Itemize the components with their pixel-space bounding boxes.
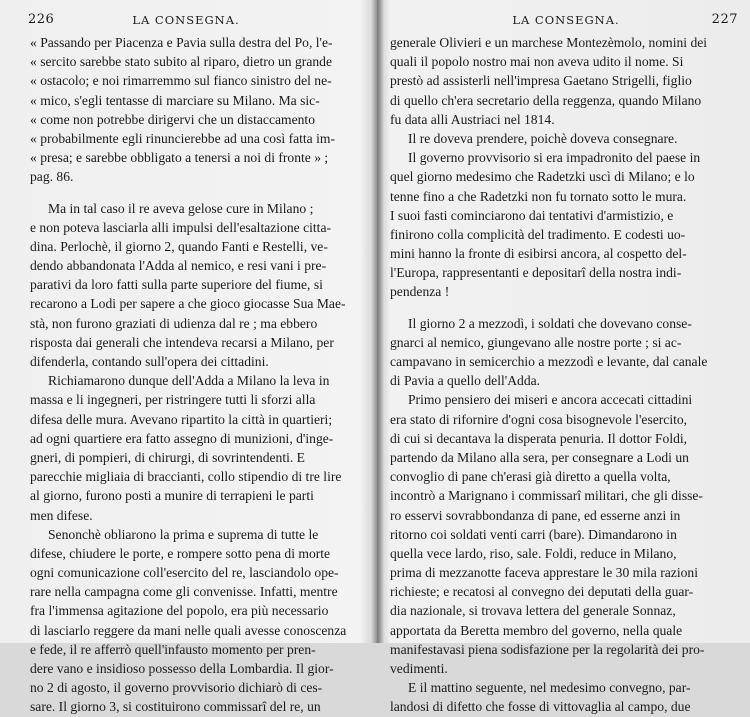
running-head: LA CONSEGNA.: [512, 13, 620, 27]
text-line: e fede, il re afferrò quell'infausto momento per pren-: [30, 641, 316, 657]
text-line: pag. 86.: [30, 169, 74, 185]
text-line: ritorno coi soldati venti carri (bare). Dimandarono in: [390, 526, 677, 542]
text-line: difenderla, contando sull'opera dei cittadini.: [30, 354, 269, 369]
text-line: di cui si decantava la disperata penuria. Il dottor Foldi,: [390, 430, 688, 446]
text-line: tenne fino a che Radetzki non fu tornato sotto le mura.: [390, 188, 687, 204]
paragraph: [30, 33, 352, 187]
text-line: « presa; e sarebbe obbligato a tenersi a noi di fronte » ;: [30, 150, 329, 166]
text-line: gnarci al nemico, giungevano alle nostre porte ; si ac-: [390, 334, 682, 350]
text-line: sare. Il giorno 3, si costituirono commissarî del re, un: [30, 699, 321, 715]
right-page-text: [390, 33, 740, 717]
paragraph: [390, 33, 740, 129]
text-line: recarono a Lodi per sapere a che gioco giocasse Sua Mae-: [30, 296, 346, 312]
text-line: era stato di rifornire d'ogni cosa bisognevole l'esercito,: [390, 411, 688, 427]
text-line: pendenza !: [390, 284, 450, 300]
text-line: rare nella campagna come gli convenisse. Infatti, mentre: [30, 584, 338, 600]
text-line: Primo pensiero dei miseri e ancora accecati cittadini: [408, 392, 693, 408]
paragraph: [30, 371, 352, 525]
text-line: « probabilmente egli rinuncierebbe ad una così fatta im-: [30, 130, 335, 146]
text-line: incontrò a Marignano i commissarî militari, che gli disse-: [390, 488, 703, 504]
text-line: manifestavasi piena sodisfazione per la regolarità dei pro-: [390, 641, 705, 657]
running-head: LA CONSEGNA.: [132, 13, 240, 27]
text-line: risposta dai generali che intendeva recarsi a Milano, per: [30, 334, 334, 350]
text-line: quella vece lardo, riso, sale. Foldi, reduce in Milano,: [390, 545, 677, 561]
text-line: richieste; e recatosi al convegno dei deputati della guar-: [390, 584, 694, 600]
text-line: Senonchè obliarono la prima e suprema di tutte le: [48, 526, 319, 542]
paragraph: [390, 129, 740, 148]
left-page-text: [30, 33, 352, 717]
text-line: dendo abbandonata l'Adda al nemico, e resi vani i pre-: [30, 258, 327, 274]
paragraph: [30, 525, 352, 717]
text-line: Ma in tal caso il re aveva gelose cure in Milano ;: [48, 200, 314, 216]
text-line: dina. Perlochè, il giorno 2, quando Fanti e Restelli, ve-: [30, 238, 328, 254]
text-line: E il mattino seguente, nel medesimo convegno, par-: [408, 680, 691, 696]
text-line: Il governo provvisorio si era impadronito del paese in: [408, 150, 701, 166]
text-line: al giorno, furono posti a munire di terrapieni le parti: [30, 488, 314, 504]
text-line: « ostacolo; e noi rimarremmo sul fianco sinistro del ne-: [30, 73, 332, 89]
text-line: no 2 di agosto, il governo provvisorio dichiarò di ces-: [30, 680, 323, 696]
text-line: ad ogni quartiere era fatto assegno di munizioni, d'inge-: [30, 430, 334, 446]
text-line: di lasciarlo reggere da mani nelle quali avesse conoscenza: [30, 622, 347, 638]
text-line: difesa delle mura. Avevano ripartito la città in quartieri;: [30, 411, 333, 427]
text-line: « Passando per Piacenza e Pavia sulla destra del Po, l'e-: [30, 35, 333, 50]
text-line: finirono colla complicità del tradimento. E codesti uo-: [390, 226, 686, 242]
text-line: convoglio di pane ch'erasi già diretto a quella volta,: [390, 469, 671, 485]
page-number: 227: [711, 12, 738, 27]
text-line: dia nazionale, si trovava lettera del generale Sonnaz,: [390, 603, 676, 619]
text-line: prima di mezzanotte faceva apprestare le 30 mila razioni: [390, 565, 698, 581]
text-line: gneri, di pompieri, di chirurgi, di sovrintendenti. E: [30, 449, 305, 465]
paragraph: [390, 390, 740, 678]
text-line: generale Olivieri e un marchese Montezèmolo, nomini dei: [390, 35, 708, 50]
text-line: « sercito sarebbe stato subito al riparo, dietro un grande: [30, 54, 332, 70]
text-line: quali il popolo nostro mai non aveva udito il nome. Si: [390, 54, 684, 70]
text-line: di quello ch'era secretario della reggenza, quando Milano: [390, 92, 702, 108]
text-line: Richiamarono dunque dell'Adda a Milano la leva in: [48, 373, 330, 389]
paragraph: [390, 314, 740, 391]
text-line: fra l'immensa agitazione del popolo, era più necessario: [30, 603, 329, 619]
text-line: « come non potrebbe dirigervi che un distaccamento: [30, 111, 315, 127]
text-line: Il giorno 2 a mezzodì, i soldati che dovevano conse-: [408, 315, 692, 331]
text-line: difese, chiudere le porte, e rompere sotto pena di morte: [30, 545, 331, 561]
text-line: campavano in semicerchio a mezzodì e levante, dal canale: [390, 354, 708, 369]
text-line: e non poteva lasciarla alli impulsi dell'esaltazione citta-: [30, 219, 332, 235]
text-line: fu data alli Austriaci nel 1814.: [390, 111, 555, 127]
left-page: [0, 0, 372, 715]
text-line: men difese.: [30, 507, 93, 523]
text-line: quel giorno medesimo che Radetzki uscì di Milano; e lo: [390, 169, 695, 185]
text-line: apportata da Beretta membro del governo, nella quale: [390, 622, 683, 638]
text-line: prestò ad assisterli nell'impresa Gaetano Strigelli, figlio: [390, 73, 692, 89]
right-page: [382, 0, 750, 715]
text-line: I suoi fasti cominciarono dai tentativi d'armistizio, e: [390, 207, 674, 223]
text-line: l'Europa, rappresentanti e depositarî della nostra indi-: [390, 265, 682, 281]
text-line: landosi di difetto che fosse di vittovaglia al campo, due: [390, 699, 691, 715]
text-line: dere vano e insidioso possesso della Lombardia. Il gior-: [30, 661, 334, 676]
text-line: Il re doveva prendere, poichè doveva consegnare.: [408, 130, 678, 146]
text-line: stà, non furono graziati di udienza dal re ; ma ebbero: [30, 315, 318, 331]
text-line: partendo da Milano alla sera, per consegnare a Lodi un: [390, 449, 689, 465]
left-page-header: [0, 12, 372, 28]
paragraph: [390, 678, 740, 716]
paragraph-gap: [30, 187, 352, 199]
text-line: ogni comunicazione coll'esercito del re, lasciandolo ope-: [30, 565, 339, 581]
page-number: 226: [28, 12, 55, 27]
text-line: parativi da loro fatti sulla parte superiore del fiume, si: [30, 277, 323, 293]
text-line: ro esservi sovrabbondanza di pane, ed esserne anzi in: [390, 507, 681, 523]
text-line: vedimenti.: [390, 661, 448, 676]
text-line: di Pavia a quello dell'Adda.: [390, 373, 541, 389]
paragraph-gap: [390, 302, 740, 314]
text-line: « mico, s'egli tentasse di marciare su Milano. Ma sic-: [30, 92, 320, 108]
paragraph: [30, 199, 352, 372]
paragraph: [390, 148, 740, 302]
right-page-header: [382, 12, 750, 28]
text-line: parecchie migliaia di braccianti, collo stipendio di tre lire: [30, 469, 342, 485]
text-line: massa e li ingegneri, per ristringere tutti li sforzi alla: [30, 392, 316, 408]
text-line: mini hanno la fronte di esibirsi ancora, al cospetto del-: [390, 246, 687, 262]
